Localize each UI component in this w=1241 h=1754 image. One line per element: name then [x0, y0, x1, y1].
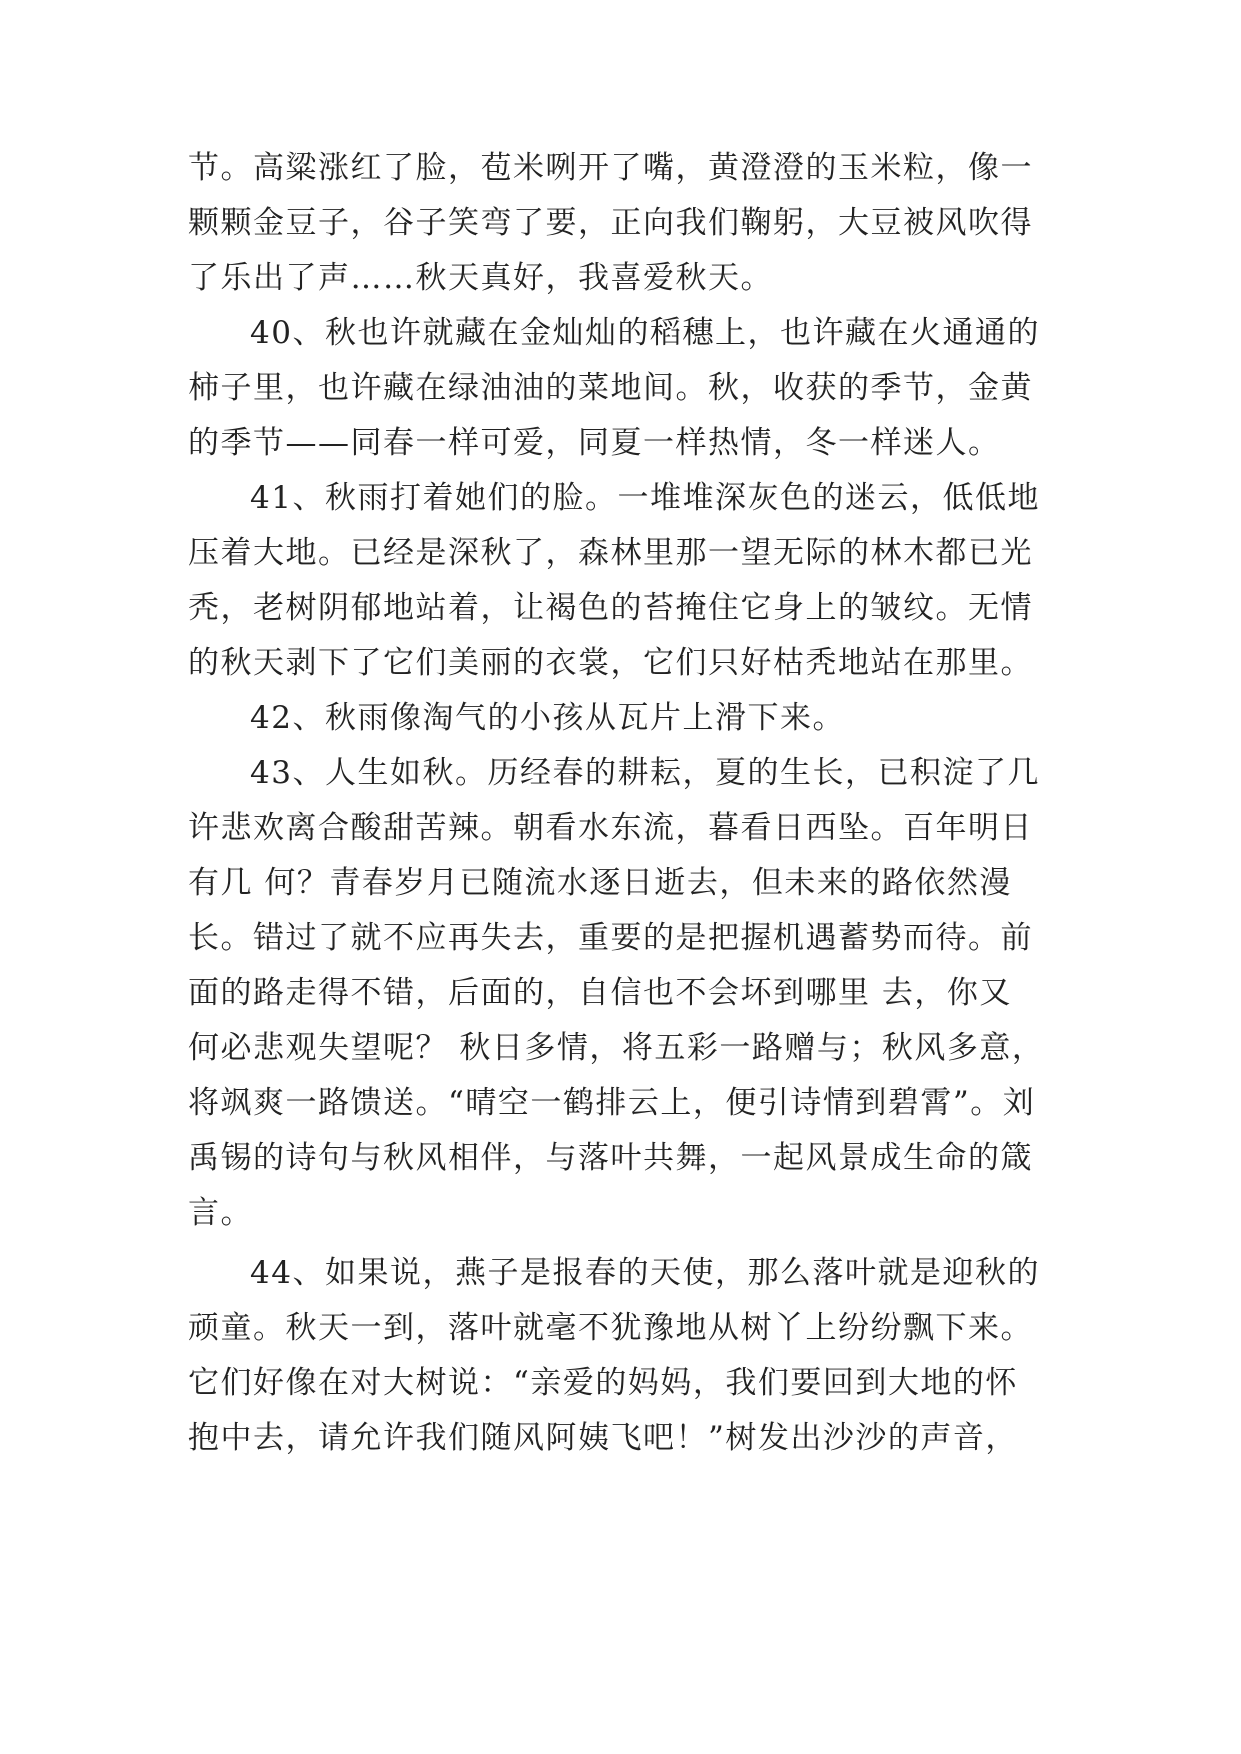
- text-line: 有几 何？青春岁月已随流水逐日逝去，但未来的路依然漫: [188, 865, 1012, 901]
- paragraph-44-first-line: 44、如果说，燕子是报春的天使，那么落叶就是迎秋的: [250, 1255, 1040, 1291]
- text-line: 面的路走得不错，后面的，自信也不会坏到哪里 去，你又: [188, 975, 1012, 1011]
- text-line: 节。高粱涨红了脸，苞米咧开了嘴，黄澄澄的玉米粒，像一: [188, 150, 1033, 186]
- text-line: 的季节——同春一样可爱，同夏一样热情，冬一样迷人。: [188, 425, 1001, 461]
- text-line: 的秋天剥下了它们美丽的衣裳，它们只好枯秃地站在那里。: [188, 645, 1033, 681]
- paragraph-40-first-line: 40、秋也许就藏在金灿灿的稻穗上，也许藏在火通通的: [250, 315, 1040, 351]
- paragraph-41-first-line: 41、秋雨打着她们的脸。一堆堆深灰色的迷云，低低地: [250, 480, 1040, 516]
- paragraph-42-first-line: 42、秋雨像淘气的小孩从瓦片上滑下来。: [250, 700, 845, 736]
- text-line: 长。错过了就不应再失去，重要的是把握机遇蓄势而待。前: [188, 920, 1033, 956]
- text-line: 柿子里，也许藏在绿油油的菜地间。秋，收获的季节，金黄: [188, 370, 1033, 406]
- text-line: 了乐出了声……秋天真好，我喜爱秋天。: [188, 260, 773, 296]
- text-line: 将飒爽一路馈送。“晴空一鹤排云上，便引诗情到碧霄”。刘: [188, 1085, 1036, 1121]
- text-line: 抱中去，请允许我们随风阿姨飞吧！”树发出沙沙的声音，: [188, 1420, 1018, 1456]
- text-line: 禹锡的诗句与秋风相伴，与落叶共舞，一起风景成生命的箴: [188, 1140, 1033, 1176]
- text-line: 它们好像在对大树说：“亲爱的妈妈，我们要回到大地的怀: [188, 1365, 1018, 1401]
- paragraph-43-first-line: 43、人生如秋。历经春的耕耘，夏的生长，已积淀了几: [250, 755, 1040, 791]
- text-line: 何必悲观失望呢？ 秋日多情，将五彩一路赠与；秋风多意，: [188, 1030, 1045, 1066]
- text-line: 许悲欢离合酸甜苦辣。朝看水东流，暮看日西坠。百年明日: [188, 810, 1033, 846]
- text-line: 顽童。秋天一到，落叶就毫不犹豫地从树丫上纷纷飘下来。: [188, 1310, 1033, 1346]
- text-line: 压着大地。已经是深秋了，森林里那一望无际的林木都已光: [188, 535, 1033, 571]
- text-line: 言。: [188, 1195, 253, 1231]
- text-line: 颗颗金豆子，谷子笑弯了要，正向我们鞠躬，大豆被风吹得: [188, 205, 1033, 241]
- text-line: 秃，老树阴郁地站着，让褐色的苔掩住它身上的皱纹。无情: [188, 590, 1033, 626]
